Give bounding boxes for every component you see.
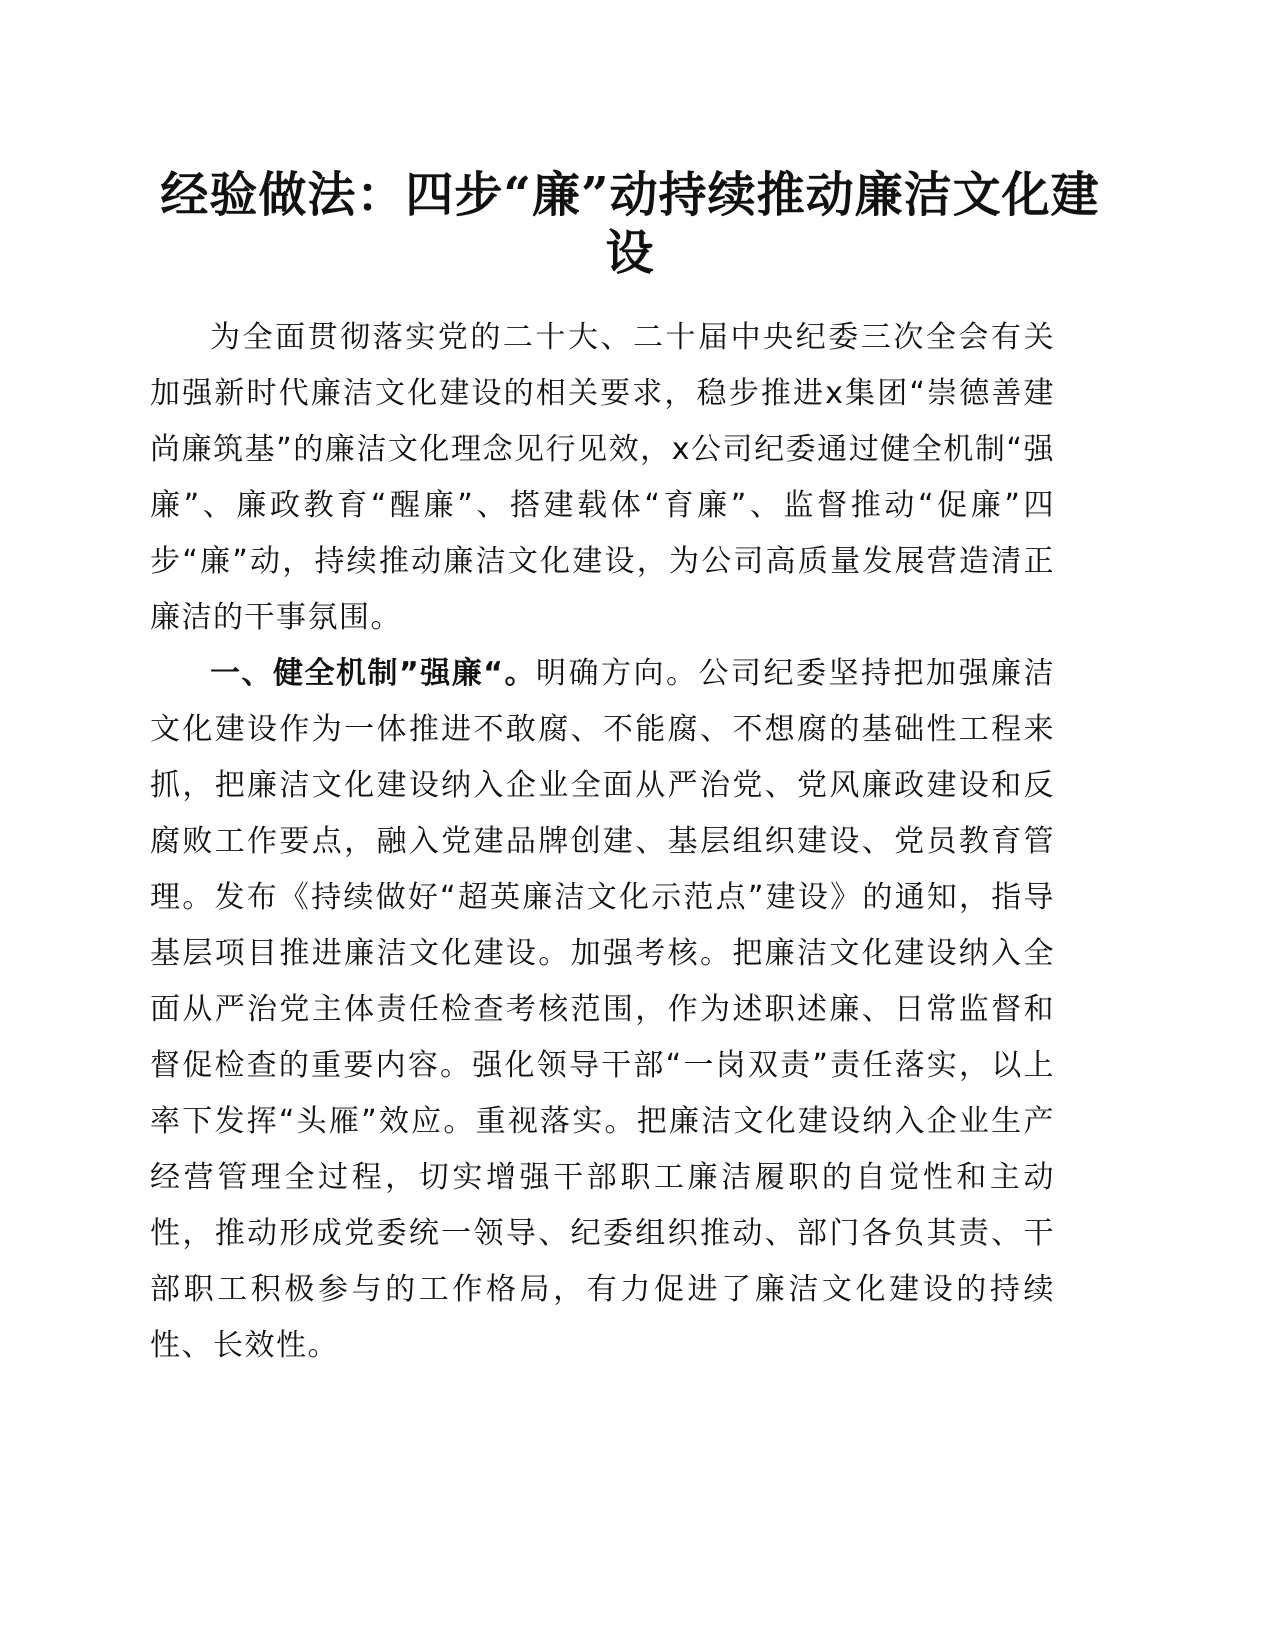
document-title: 经验做法：四步“廉”动持续推动廉洁文化建设: [160, 167, 1100, 281]
section-one-heading: 一、健全机制”强廉“。: [210, 656, 536, 691]
section-one-paragraph: [150, 646, 1055, 1374]
section-one-text: 明确方向。公司纪委坚持把加强廉洁文化建设作为一体推进不敢腐、不能腐、不想腐的基础性工程来抓，把廉洁文化建设纳入企业全面从严治党、党风廉政建设和反腐败工作要点，融入党建品牌创建、基层组织建设、党员教育管理。发布《持续做好“超英廉洁文化示范点”建设》的通知，指导基层项目推进廉洁文化建设。加强考核。把廉洁文化建设纳入全面从严治党主体责任检查考核范围，作为述职述廉、日常监督和督促检查的重要内容。强化领导干部“一岗双责”责任落实，以上率下发挥“头雁”效应。重视落实。把廉洁文化建设纳入企业生产经营管理全过程，切实增强干部职工廉洁履职的自觉性和主动性，推动形成党委统一领导、纪委组织推动、部门各负其责、干部职工积极参与的工作格局，有力促进了廉洁文化建设的持续性、长效性。: [150, 656, 1056, 1363]
intro-paragraph-text: 为全面贯彻落实党的二十大、二十届中央纪委三次全会有关加强新时代廉洁文化建设的相关要求，稳步推进x集团“崇德善建尚廉筑基”的廉洁文化理念见行见效，x公司纪委通过健全机制“强廉”、廉政教育“醒廉”、搭建载体“育廉”、监督推动“促廉”四步“廉”动，持续推动廉洁文化建设，为公司高质量发展营造清正廉洁的干事氛围。: [150, 320, 1055, 635]
intro-paragraph: [150, 310, 1055, 646]
document-body: [150, 310, 1055, 1374]
